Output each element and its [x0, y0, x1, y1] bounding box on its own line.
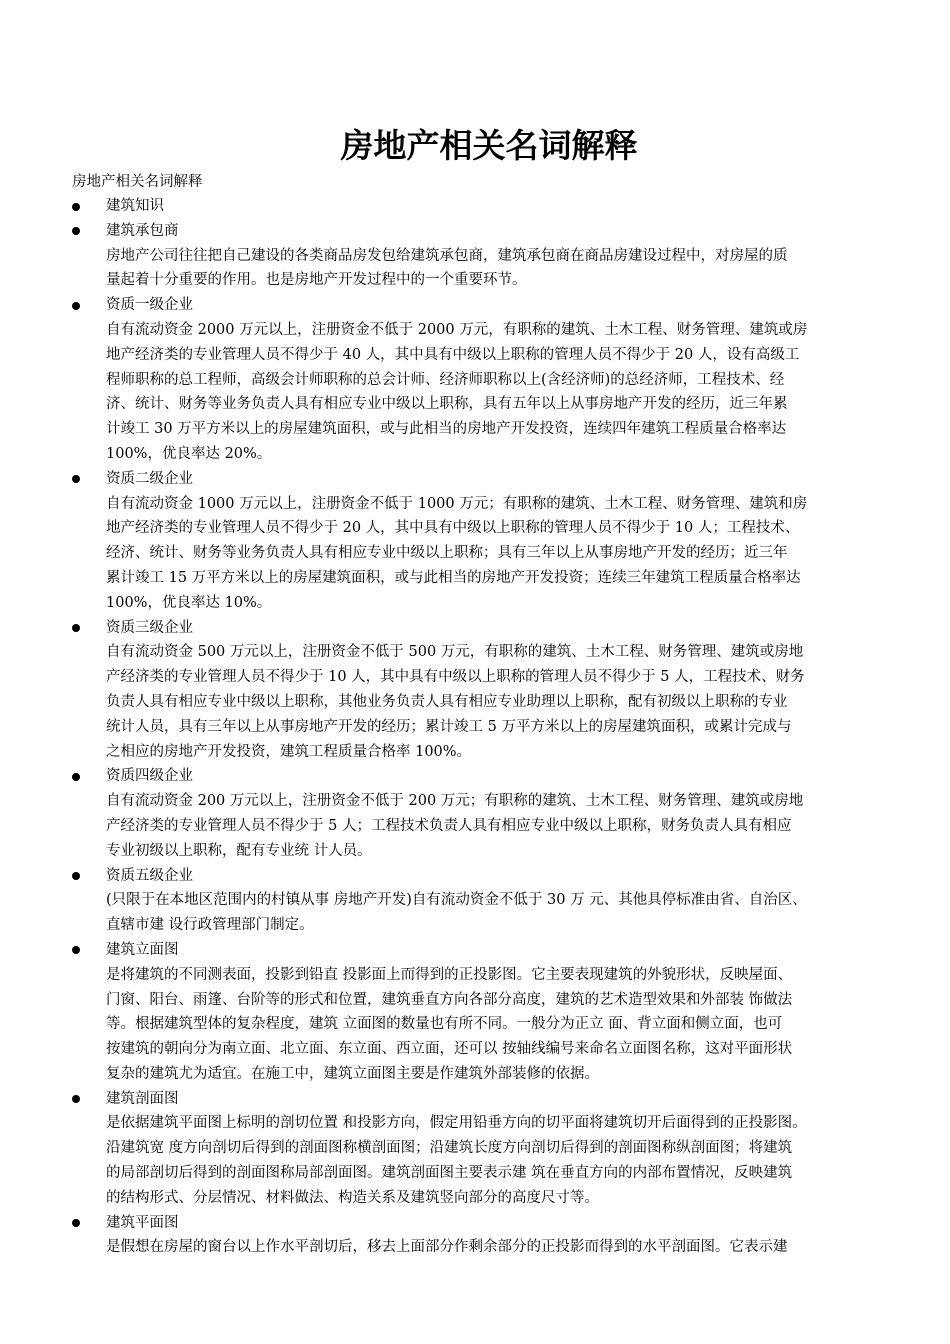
term-definition — [72, 640, 912, 764]
term-heading-label: 建筑剖面图 — [106, 1090, 179, 1107]
bullet-icon — [72, 1219, 80, 1227]
definition-line: 地产经济类的专业管理人员不得少于 20 人，其中具有中级以上职称的管理人员不得少于 10 人；工程技术、 — [106, 520, 800, 537]
term-heading — [72, 938, 912, 963]
list-item — [72, 1211, 912, 1261]
document-subtitle: 房地产相关名词解释 — [72, 174, 203, 190]
term-heading — [72, 1087, 912, 1112]
term-heading — [72, 467, 912, 492]
bullet-icon — [72, 872, 80, 880]
definition-line: 100%，优良率达 20%。 — [106, 445, 272, 462]
definition-line: 直辖市建 设行政管理部门制定。 — [106, 917, 314, 934]
term-heading-label: 建筑平面图 — [106, 1214, 179, 1231]
bullet-icon — [72, 1095, 80, 1103]
list-item — [72, 467, 912, 616]
definition-line: 产经济类的专业管理人员不得少于 5 人；工程技术负责人具有相应专业中级以上职称，财务负责人具有相应 — [106, 817, 792, 834]
term-list — [72, 194, 912, 1260]
definition-line: 地产经济类的专业管理人员不得少于 40 人，其中具有中级以上职称的管理人员不得少于 20 人，设有高级工 — [106, 346, 800, 363]
list-item — [72, 219, 912, 293]
list-item — [72, 293, 912, 467]
bullet-icon — [72, 203, 80, 211]
definition-line: 门窗、阳台、雨篷、台阶等的形式和位置，建筑垂直方向各部分高度，建筑的艺术造型效果和外部装 饰做法 — [106, 991, 793, 1008]
page-title: 房地产相关名词解释 — [340, 126, 638, 165]
definition-line: 复杂的建筑尤为适宜。在施工中，建筑立面图主要是作建筑外部装修的依据。 — [106, 1065, 599, 1082]
definition-line: 统计人员，具有三年以上从事房地产开发的经历；累计竣工 5 万平方米以上的房屋建筑面积，或累计完成与 — [106, 718, 792, 735]
term-heading-label: 资质三级企业 — [106, 619, 193, 636]
definition-line: 之相应的房地产开发投资，建筑工程质量合格率 100%。 — [106, 743, 472, 760]
term-heading-label: 资质二级企业 — [106, 470, 193, 487]
definition-line: 自有流动资金 200 万元以上，注册资金不低于 200 万元；有职称的建筑、土木工程、财务管理、建筑或房地 — [106, 793, 804, 810]
term-definition — [72, 789, 912, 863]
term-definition — [72, 1111, 912, 1210]
term-heading-label: 建筑立面图 — [106, 941, 179, 958]
term-heading — [72, 864, 912, 889]
term-heading-label: 资质五级企业 — [106, 867, 193, 884]
bullet-icon — [72, 773, 80, 781]
term-heading-label: 建筑承包商 — [106, 222, 179, 239]
definition-line: 按建筑的朝向分为南立面、北立面、东立面、西立面，还可以 按轴线编号来命名立面图名称，这对平面形状 — [106, 1041, 793, 1058]
definition-line: 量起着十分重要的作用。也是房地产开发过程中的一个重要环节。 — [106, 272, 527, 289]
list-item — [72, 864, 912, 938]
list-item — [72, 764, 912, 863]
definition-line: 100%，优良率达 10%。 — [106, 594, 272, 611]
list-item — [72, 194, 912, 219]
definition-line: 负责人具有相应专业中级以上职称，其他业务负责人具有相应专业助理以上职称，配有初级以上职称的专业 — [106, 693, 788, 710]
definition-line: 自有流动资金 1000 万元以上，注册资金不低于 1000 万元；有职称的建筑、土木工程、财务管理、建筑和房 — [106, 495, 808, 512]
definition-line: 的结构形式、分层情况、材料做法、构造关系及建筑竖向部分的高度尺寸等。 — [106, 1189, 599, 1206]
term-heading — [72, 293, 912, 318]
term-heading — [72, 1211, 912, 1236]
list-item — [72, 616, 912, 765]
term-heading-label: 资质四级企业 — [106, 768, 193, 785]
bullet-icon — [72, 475, 80, 483]
definition-line: 济、统计、财务等业务负责人具有相应专业中级以上职称，具有五年以上从事房地产开发的经历，近三年累 — [106, 396, 788, 413]
term-heading — [72, 616, 912, 641]
list-item — [72, 938, 912, 1087]
definition-line: 累计竣工 15 万平方米以上的房屋建筑面积，或与此相当的房地产开发投资；连续三年建筑工程质量合格率达 — [106, 569, 801, 586]
definition-line: 的局部剖切后得到的剖面图称局部剖面图。建筑剖面图主要表示建 筑在垂直方向的内部布置情况，反映建筑 — [106, 1165, 793, 1182]
definition-line: 沿建筑宽 度方向剖切后得到的剖面图称横剖面图；沿建筑长度方向剖切后得到的剖面图称纵剖面图；将建筑 — [106, 1140, 793, 1157]
term-definition — [72, 888, 912, 938]
term-heading — [72, 194, 912, 219]
term-heading-label: 资质一级企业 — [106, 297, 193, 314]
definition-line: 程师职称的总工程师，高级会计师职称的总会计师、经济师职称以上(含经济师)的总经济师，工程技术、经 — [106, 371, 785, 388]
term-heading — [72, 219, 912, 244]
definition-line: 自有流动资金 500 万元以上，注册资金不低于 500 万元，有职称的建筑、土木工程、财务管理、建筑或房地 — [106, 644, 804, 661]
definition-line: 是假想在房屋的窗台以上作水平剖切后，移去上面部分作剩余部分的正投影而得到的水平剖面图。它表示建 — [106, 1239, 788, 1256]
definition-line: 计竣工 30 万平方米以上的房屋建筑面积，或与此相当的房地产开发投资，连续四年建筑工程质量合格率达 — [106, 421, 787, 438]
term-definition — [72, 492, 912, 616]
definition-line: 房地产公司往往把自己建设的各类商品房发包给建筑承包商，建筑承包商在商品房建设过程中，对房屋的质 — [106, 247, 788, 264]
definition-line: 产经济类的专业管理人员不得少于 10 人，其中具有中级以上职称的管理人员不得少于 5 人，工程技术、财务 — [106, 669, 805, 686]
definition-line: 是将建筑的不同测表面，投影到铅直 投影面上而得到的正投影图。它主要表现建筑的外貌形状，反映屋面、 — [106, 966, 793, 983]
definition-line: 是依据建筑平面图上标明的剖切位置 和投影方向，假定用铅垂方向的切平面将建筑切开后面得到的正投影图。 — [106, 1115, 807, 1132]
bullet-icon — [72, 302, 80, 310]
definition-line: 专业初级以上职称，配有专业统 计人员。 — [106, 842, 372, 859]
definition-line: 经济、统计、财务等业务负责人具有相应专业中级以上职称；具有三年以上从事房地产开发的经历；近三年 — [106, 545, 788, 562]
term-definition — [72, 963, 912, 1087]
term-definition — [72, 1235, 912, 1260]
term-heading — [72, 764, 912, 789]
list-item — [72, 1087, 912, 1211]
bullet-icon — [72, 624, 80, 632]
bullet-icon — [72, 946, 80, 954]
definition-line: (只限于在本地区范围内的村镇从事 房地产开发)自有流动资金不低于 30 万 元、其他具停标准由省、自治区、 — [106, 892, 807, 909]
term-definition — [72, 244, 912, 294]
term-definition — [72, 318, 912, 467]
definition-line: 自有流动资金 2000 万元以上，注册资金不低于 2000 万元，有职称的建筑、土木工程、财务管理、建筑或房 — [106, 321, 808, 338]
definition-line: 等。根据建筑型体的复杂程度，建筑 立面图的数量也有所不同。一般分为正立 面、背立面和侧立面，也可 — [106, 1016, 783, 1033]
bullet-icon — [72, 227, 80, 235]
term-heading-label: 建筑知识 — [106, 198, 164, 214]
